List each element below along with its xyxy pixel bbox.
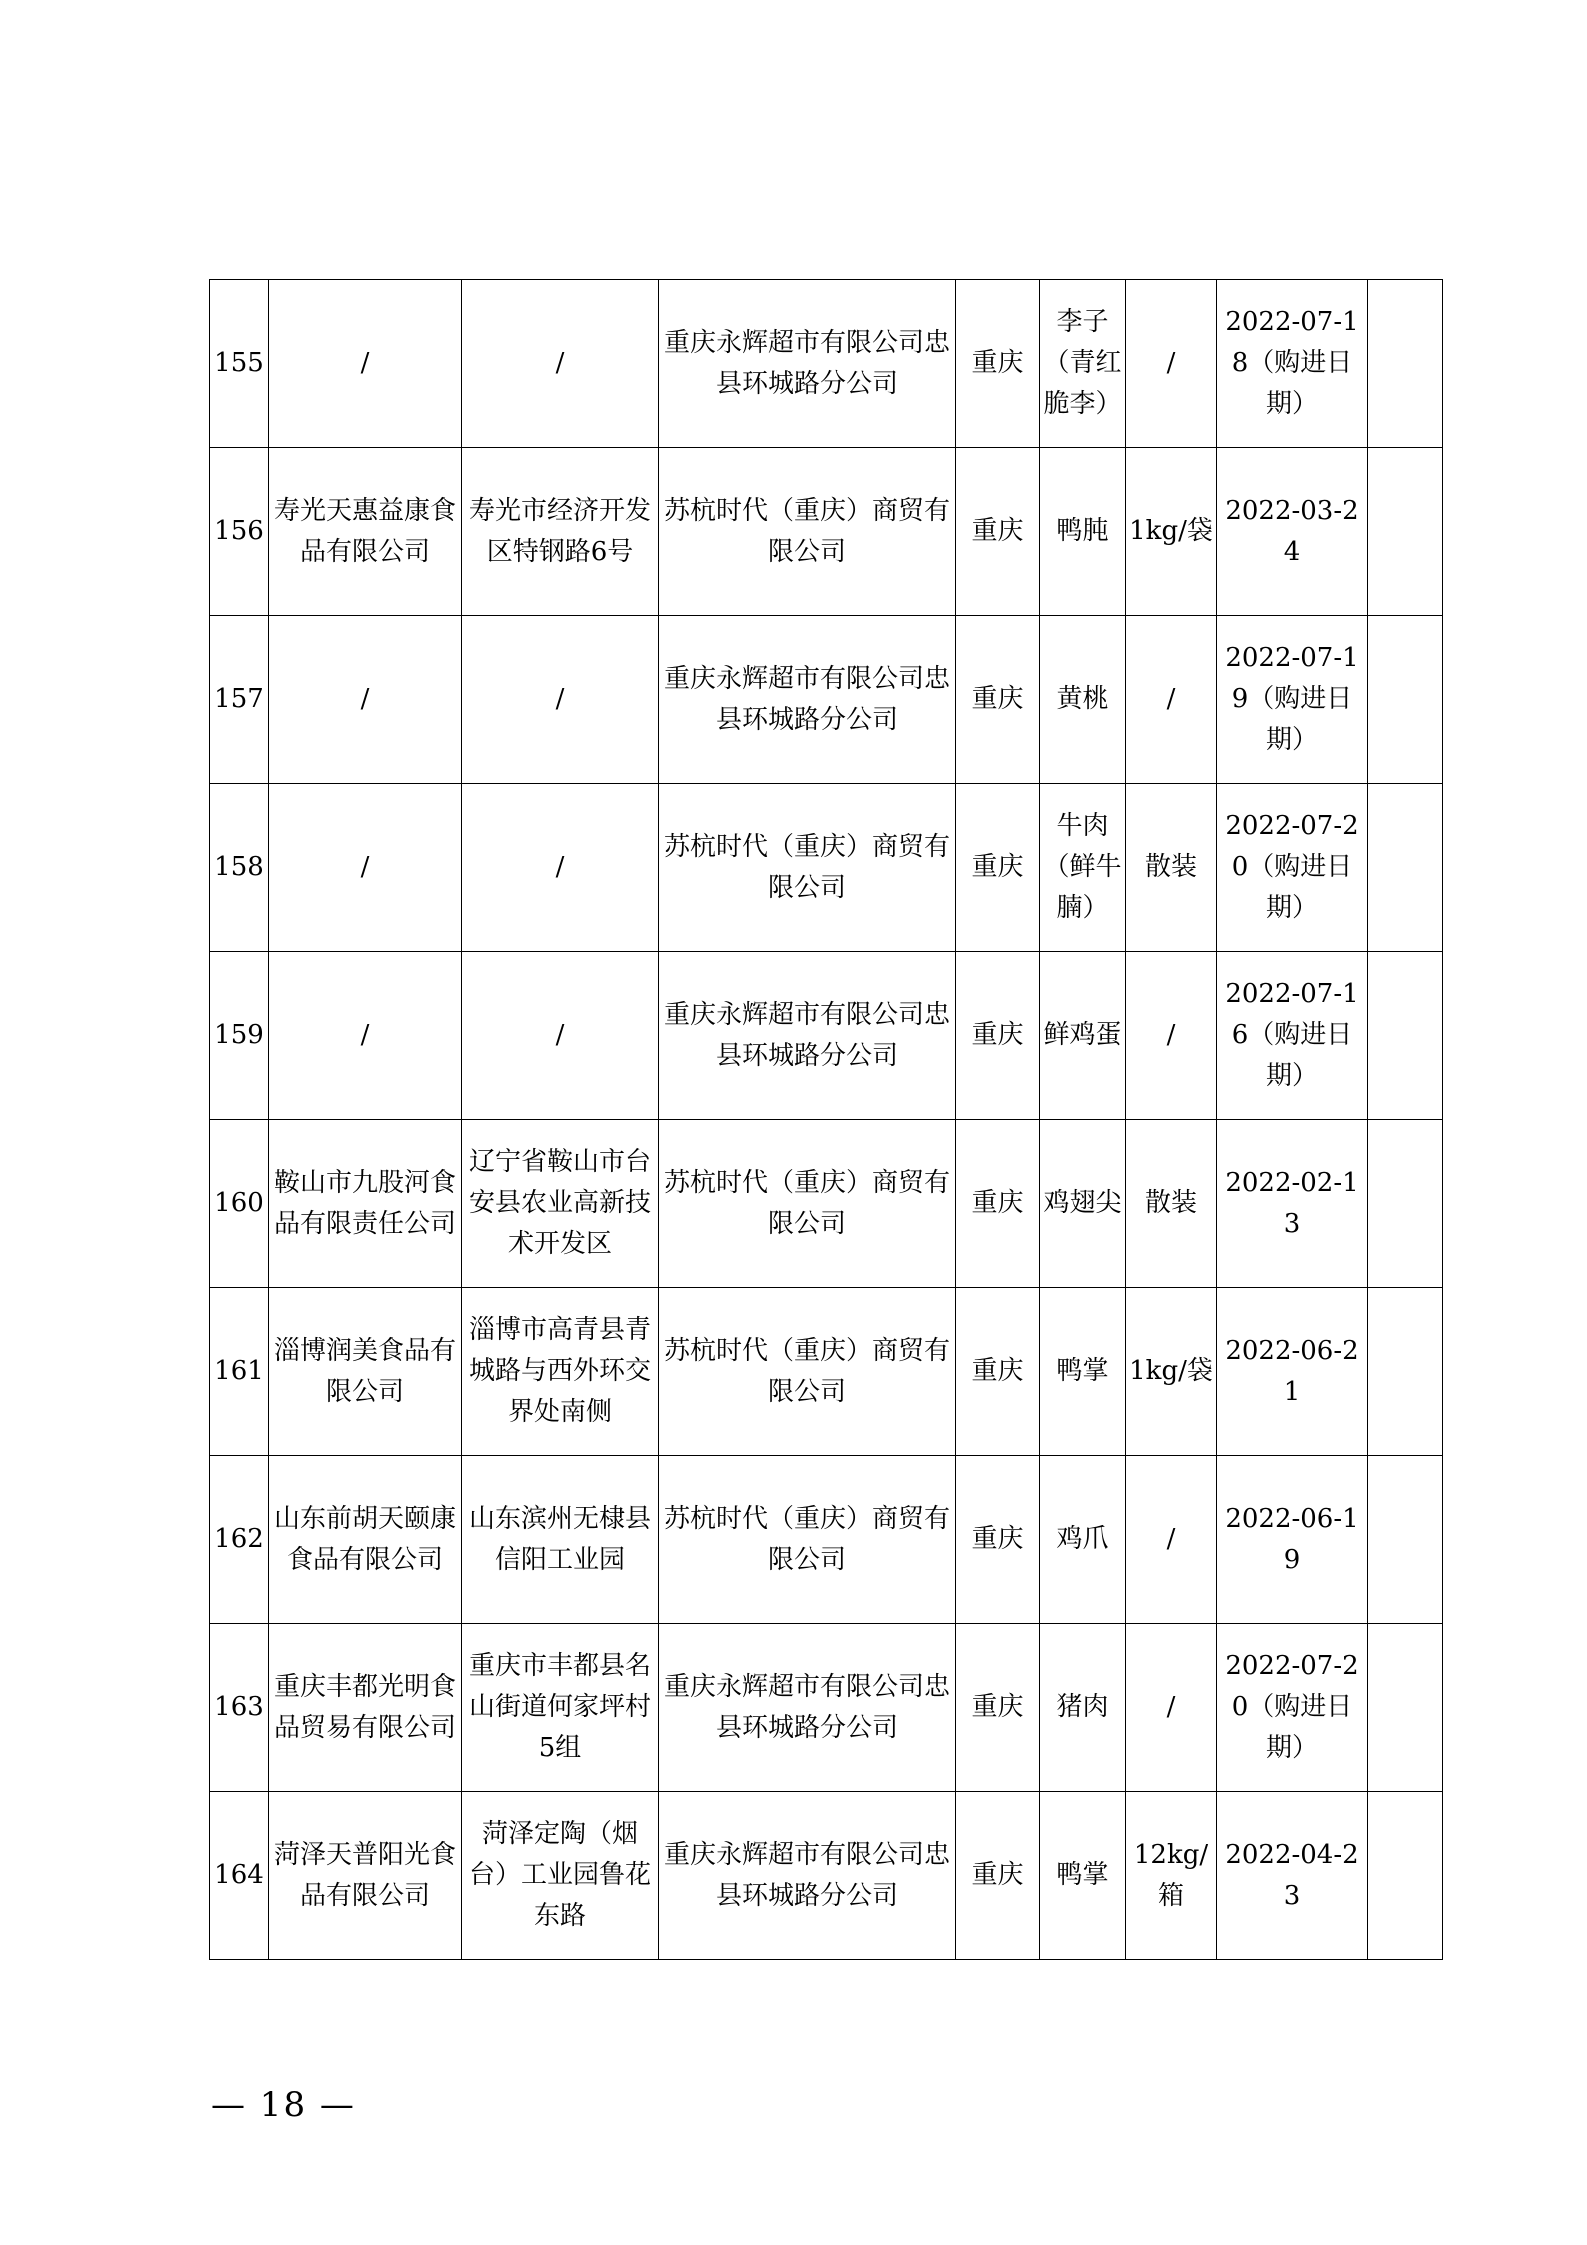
seller-name: 苏杭时代（重庆）商贸有限公司: [659, 1456, 956, 1624]
seller-region: 重庆: [956, 784, 1040, 952]
producer-name: 山东前胡天颐康食品有限公司: [269, 1456, 462, 1624]
seller-region: 重庆: [956, 1792, 1040, 1960]
product-spec: /: [1126, 616, 1217, 784]
row-number: 156: [210, 448, 269, 616]
product-spec: /: [1126, 1624, 1217, 1792]
seller-name: 重庆永辉超市有限公司忠县环城路分公司: [659, 952, 956, 1120]
row-number: 159: [210, 952, 269, 1120]
seller-region: 重庆: [956, 1624, 1040, 1792]
product-name: 鸡翅尖: [1040, 1120, 1126, 1288]
producer-name: /: [269, 952, 462, 1120]
production-date: 2022-07-16（购进日期）: [1217, 952, 1368, 1120]
production-date: 2022-06-21: [1217, 1288, 1368, 1456]
table-row: [210, 1624, 1443, 1792]
production-date: 2022-03-24: [1217, 448, 1368, 616]
row-number: 161: [210, 1288, 269, 1456]
producer-address: /: [462, 784, 659, 952]
row-number: 162: [210, 1456, 269, 1624]
producer-address: 山东滨州无棣县信阳工业园: [462, 1456, 659, 1624]
producer-name: 寿光天惠益康食品有限公司: [269, 448, 462, 616]
remark-cell: [1368, 952, 1443, 1120]
product-spec: 1kg/袋: [1126, 448, 1217, 616]
seller-region: 重庆: [956, 280, 1040, 448]
producer-address: 辽宁省鞍山市台安县农业高新技术开发区: [462, 1120, 659, 1288]
seller-region: 重庆: [956, 1288, 1040, 1456]
product-name: 鲜鸡蛋: [1040, 952, 1126, 1120]
remark-cell: [1368, 616, 1443, 784]
seller-region: 重庆: [956, 1120, 1040, 1288]
producer-name: /: [269, 616, 462, 784]
seller-name: 重庆永辉超市有限公司忠县环城路分公司: [659, 1792, 956, 1960]
product-spec: 散装: [1126, 1120, 1217, 1288]
remark-cell: [1368, 280, 1443, 448]
table-row: [210, 448, 1443, 616]
table-body: [210, 280, 1443, 1960]
table-row: [210, 280, 1443, 448]
remark-cell: [1368, 1120, 1443, 1288]
product-name: 牛肉（鲜牛腩）: [1040, 784, 1126, 952]
product-spec: /: [1126, 952, 1217, 1120]
producer-name: 淄博润美食品有限公司: [269, 1288, 462, 1456]
seller-region: 重庆: [956, 1456, 1040, 1624]
production-date: 2022-07-20（购进日期）: [1217, 784, 1368, 952]
table-row: [210, 1792, 1443, 1960]
production-date: 2022-07-19（购进日期）: [1217, 616, 1368, 784]
row-number: 163: [210, 1624, 269, 1792]
seller-name: 重庆永辉超市有限公司忠县环城路分公司: [659, 616, 956, 784]
page-number: — 18 —: [211, 2085, 356, 2125]
remark-cell: [1368, 784, 1443, 952]
producer-address: /: [462, 616, 659, 784]
remark-cell: [1368, 1456, 1443, 1624]
seller-region: 重庆: [956, 448, 1040, 616]
producer-address: 重庆市丰都县名山街道何家坪村5组: [462, 1624, 659, 1792]
table-row: [210, 1120, 1443, 1288]
seller-name: 苏杭时代（重庆）商贸有限公司: [659, 1120, 956, 1288]
remark-cell: [1368, 1288, 1443, 1456]
producer-name: 重庆丰都光明食品贸易有限公司: [269, 1624, 462, 1792]
production-date: 2022-07-20（购进日期）: [1217, 1624, 1368, 1792]
seller-name: 重庆永辉超市有限公司忠县环城路分公司: [659, 1624, 956, 1792]
producer-address: 寿光市经济开发区特钢路6号: [462, 448, 659, 616]
producer-name: /: [269, 280, 462, 448]
product-spec: /: [1126, 280, 1217, 448]
production-date: 2022-07-18（购进日期）: [1217, 280, 1368, 448]
producer-name: 鞍山市九股河食品有限责任公司: [269, 1120, 462, 1288]
product-name: 猪肉: [1040, 1624, 1126, 1792]
product-name: 李子（青红脆李）: [1040, 280, 1126, 448]
product-spec: /: [1126, 1456, 1217, 1624]
product-spec: 1kg/袋: [1126, 1288, 1217, 1456]
remark-cell: [1368, 1624, 1443, 1792]
row-number: 160: [210, 1120, 269, 1288]
inspection-results-table: [209, 279, 1443, 1960]
row-number: 155: [210, 280, 269, 448]
table-row: [210, 1288, 1443, 1456]
product-name: 鸭肫: [1040, 448, 1126, 616]
producer-address: 淄博市高青县青城路与西外环交界处南侧: [462, 1288, 659, 1456]
product-name: 鸭掌: [1040, 1288, 1126, 1456]
seller-name: 苏杭时代（重庆）商贸有限公司: [659, 448, 956, 616]
seller-region: 重庆: [956, 616, 1040, 784]
product-spec: 散装: [1126, 784, 1217, 952]
table-row: [210, 616, 1443, 784]
seller-region: 重庆: [956, 952, 1040, 1120]
seller-name: 重庆永辉超市有限公司忠县环城路分公司: [659, 280, 956, 448]
product-name: 黄桃: [1040, 616, 1126, 784]
row-number: 158: [210, 784, 269, 952]
producer-address: /: [462, 280, 659, 448]
producer-name: /: [269, 784, 462, 952]
remark-cell: [1368, 1792, 1443, 1960]
product-name: 鸡爪: [1040, 1456, 1126, 1624]
table-row: [210, 952, 1443, 1120]
product-name: 鸭掌: [1040, 1792, 1126, 1960]
production-date: 2022-06-19: [1217, 1456, 1368, 1624]
table-row: [210, 784, 1443, 952]
remark-cell: [1368, 448, 1443, 616]
table-row: [210, 1456, 1443, 1624]
production-date: 2022-02-13: [1217, 1120, 1368, 1288]
production-date: 2022-04-23: [1217, 1792, 1368, 1960]
seller-name: 苏杭时代（重庆）商贸有限公司: [659, 784, 956, 952]
row-number: 164: [210, 1792, 269, 1960]
producer-name: 菏泽天普阳光食品有限公司: [269, 1792, 462, 1960]
product-spec: 12kg/箱: [1126, 1792, 1217, 1960]
producer-address: /: [462, 952, 659, 1120]
row-number: 157: [210, 616, 269, 784]
producer-address: 菏泽定陶（烟台）工业园鲁花东路: [462, 1792, 659, 1960]
seller-name: 苏杭时代（重庆）商贸有限公司: [659, 1288, 956, 1456]
